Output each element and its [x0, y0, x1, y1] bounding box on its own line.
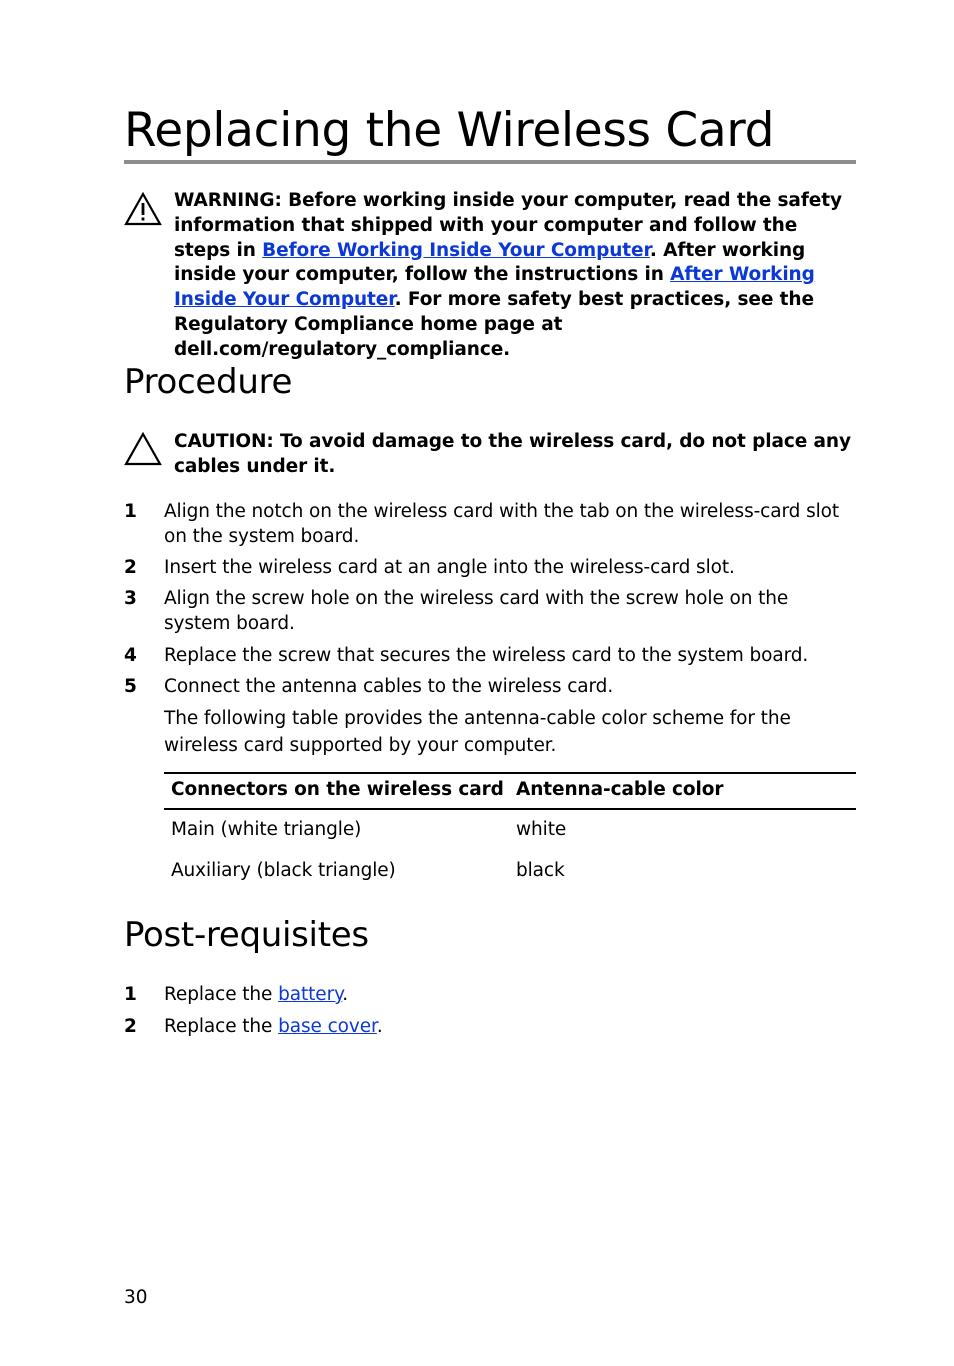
step-text: Insert the wireless card at an angle into the wireless-card slot.: [164, 557, 735, 578]
warning-triangle-icon: [124, 192, 162, 226]
step-text: Replace the base cover.: [164, 1016, 383, 1037]
step-number: 2: [124, 1016, 137, 1037]
page-title: Replacing the Wireless Card: [124, 103, 775, 158]
step-number: 1: [124, 501, 137, 522]
caution-text: CAUTION: To avoid damage to the wireless card, do not place any cables under it.: [174, 431, 851, 477]
step-number: 4: [124, 645, 137, 666]
table-intro-text: The following table provides the antenna-cable color scheme for the wireless card supported by your computer.: [164, 708, 791, 756]
step-number: 1: [124, 984, 137, 1005]
table-header-rule: [164, 808, 856, 810]
step-text: Replace the battery.: [164, 984, 349, 1005]
step-text: Connect the antenna cables to the wireless card.: [164, 676, 614, 697]
table-cell-connector: Main (white triangle): [171, 819, 362, 840]
table-cell-connector: Auxiliary (black triangle): [171, 860, 396, 881]
procedure-heading: Procedure: [124, 362, 293, 402]
step-text: Replace the screw that secures the wireless card to the system board.: [164, 645, 809, 666]
step-number: 5: [124, 676, 137, 697]
step-number: 3: [124, 588, 137, 609]
table-header-connectors: Connectors on the wireless card: [171, 779, 504, 800]
post-requisites-heading: Post-requisites: [124, 915, 369, 955]
table-top-rule: [164, 772, 856, 774]
before-working-link[interactable]: Before Working Inside Your Computer: [262, 239, 650, 261]
title-underline: [124, 160, 856, 164]
caution-triangle-icon: [124, 432, 162, 466]
step-text: Align the notch on the wireless card with the tab on the wireless-card slot on the system board.: [164, 501, 840, 547]
page-number: 30: [124, 1287, 148, 1308]
step-text: Align the screw hole on the wireless card with the screw hole on the system board.: [164, 588, 789, 634]
battery-link[interactable]: battery: [278, 984, 343, 1005]
table-cell-color: black: [516, 860, 565, 881]
after-working-link[interactable]: After Working Inside Your Computer: [174, 264, 815, 311]
table-header-color: Antenna-cable color: [516, 779, 724, 800]
warning-text: WARNING: Before working inside your computer, read the safety information that shipped with your computer and follow the steps in Before Working Inside Your Computer. After working inside your computer, follow the instructions in After Working Inside Your Computer. For more safety best practices, see the Regulatory Compliance home page at dell.com/regulatory_compliance.: [174, 190, 842, 360]
step-number: 2: [124, 557, 137, 578]
base-cover-link[interactable]: base cover: [278, 1016, 377, 1037]
table-cell-color: white: [516, 819, 567, 840]
